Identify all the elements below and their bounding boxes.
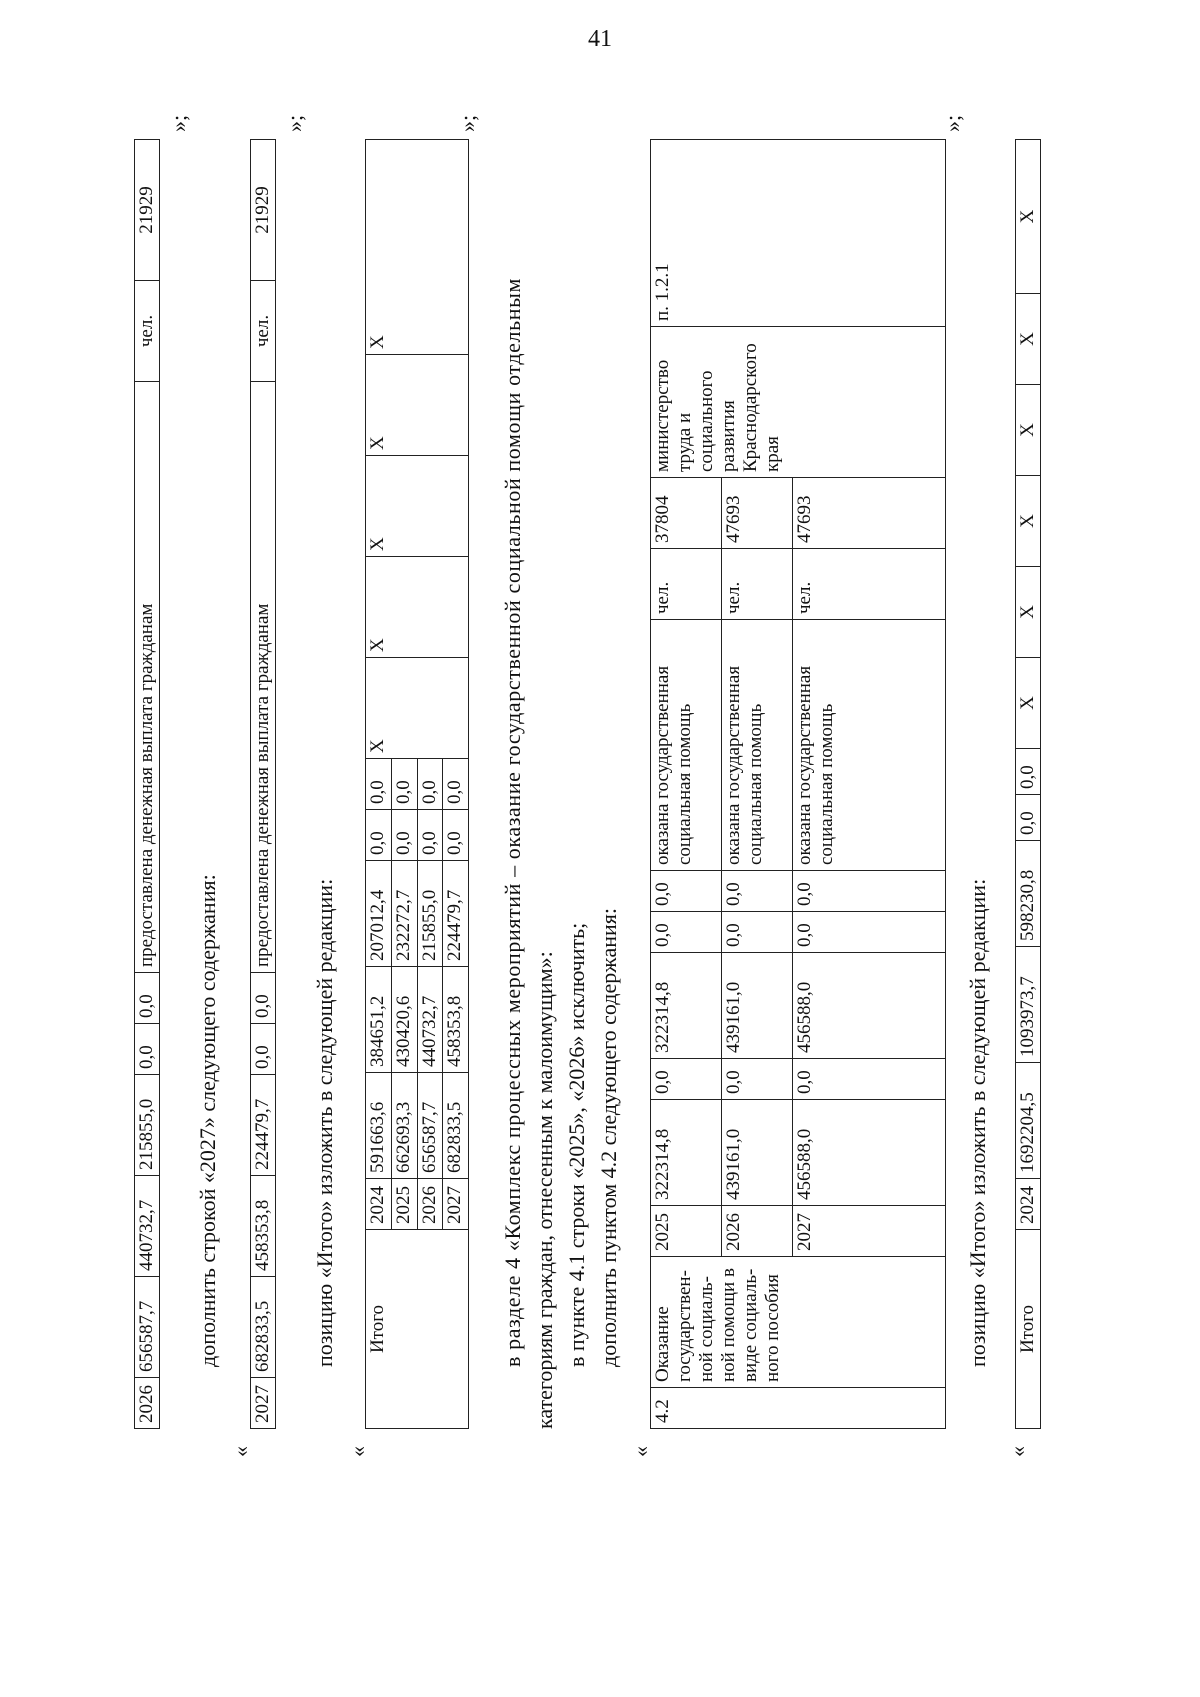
- cell: 2027: [251, 1378, 276, 1429]
- cell: 0,0: [391, 759, 417, 810]
- itogo-table-2: [1015, 139, 1041, 1429]
- cell: 440732,7: [417, 967, 443, 1073]
- cell: 37804: [651, 478, 722, 549]
- item-name: Оказание государствен-ной социаль-ной помощи в виде социаль-ного пособия: [651, 1257, 946, 1388]
- itogo-text-1: позицию «Итого» изложить в следующей редакции:: [312, 878, 337, 1367]
- cell: 215855,0: [417, 861, 443, 967]
- close-quote: »;: [940, 114, 965, 132]
- item-number: 4.2: [651, 1388, 946, 1429]
- cell: предоставлена денежная выплата гражданам: [135, 382, 160, 973]
- itogo-label: Итого: [366, 1230, 469, 1429]
- cell: 2024: [1016, 1179, 1041, 1230]
- cell: 656587,7: [135, 1277, 160, 1378]
- open-quote: «: [628, 1446, 653, 1457]
- cell: чел.: [251, 281, 276, 382]
- cell: 1692204,5: [1016, 1063, 1041, 1179]
- cell: 0,0: [251, 973, 276, 1024]
- cell: 224479,7: [251, 1075, 276, 1176]
- cell: 0,0: [651, 1059, 722, 1100]
- cell: 430420,6: [391, 967, 417, 1073]
- cell: 0,0: [793, 871, 946, 912]
- table-row-2027: [250, 139, 276, 1429]
- cell: 2025: [651, 1206, 722, 1257]
- cell: 0,0: [793, 912, 946, 953]
- cell: оказана государственная социальная помощь: [651, 620, 722, 871]
- cell: предоставлена денежная выплата гражданам: [251, 382, 276, 973]
- table-row-2026: [134, 139, 160, 1429]
- cell: 215855,0: [135, 1075, 160, 1176]
- cell: 2026: [135, 1378, 160, 1429]
- cell: Х: [1016, 658, 1041, 749]
- cell: 47693: [793, 478, 946, 549]
- organization: министерство труда и социального развития Краснодарского края: [651, 327, 946, 478]
- cell: Х: [1016, 140, 1041, 294]
- cell: 591663,6: [366, 1073, 392, 1179]
- close-quote: »;: [166, 114, 191, 132]
- cell: 0,0: [1016, 749, 1041, 795]
- cell: 456588,0: [793, 953, 946, 1059]
- cell: 0,0: [651, 871, 722, 912]
- cell: 0,0: [443, 810, 469, 861]
- para-line-4: дополнить пунктом 4.2 следующего содержания:: [596, 908, 621, 1367]
- cell: 0,0: [722, 1059, 793, 1100]
- cell: чел.: [722, 549, 793, 620]
- cell: Итого: [1016, 1230, 1041, 1429]
- cell: 598230,8: [1016, 841, 1041, 947]
- itogo-text-2: позицию «Итого» изложить в следующей редакции:: [965, 878, 990, 1367]
- cell: 322314,8: [651, 953, 722, 1059]
- cell: 0,0: [135, 973, 160, 1024]
- itogo-table-1: [365, 139, 469, 1429]
- cell: Х: [1016, 385, 1041, 476]
- cell: 0,0: [366, 810, 392, 861]
- cell: 1093973,7: [1016, 947, 1041, 1063]
- cell: 2025: [391, 1179, 417, 1230]
- para-line-3: в пункте 4.1 строки «2025», «2026» исключить;: [564, 922, 589, 1367]
- cell: Х: [1016, 567, 1041, 658]
- cell: 47693: [722, 478, 793, 549]
- cell: 662693,3: [391, 1073, 417, 1179]
- cell: оказана государственная социальная помощь: [722, 620, 793, 871]
- close-quote: »;: [455, 114, 480, 132]
- cell: 656587,7: [417, 1073, 443, 1179]
- cell: оказана государственная социальная помощь: [793, 620, 946, 871]
- cell: чел.: [651, 549, 722, 620]
- cell: 0,0: [391, 810, 417, 861]
- cell: 2027: [443, 1179, 469, 1230]
- cell: 458353,8: [251, 1176, 276, 1277]
- cell: 0,0: [417, 810, 443, 861]
- cell: 682833,5: [251, 1277, 276, 1378]
- cell: 0,0: [722, 912, 793, 953]
- cell: чел.: [793, 549, 946, 620]
- open-quote: «: [228, 1446, 253, 1457]
- cell: 2024: [366, 1179, 392, 1230]
- cell: 439161,0: [722, 953, 793, 1059]
- cell: Х: [1016, 294, 1041, 385]
- cell: 682833,5: [443, 1073, 469, 1179]
- cell: 439161,0: [722, 1100, 793, 1206]
- cell: 456588,0: [793, 1100, 946, 1206]
- page-number: 41: [588, 26, 612, 52]
- cell: Х: [366, 140, 469, 355]
- add-2027-text: дополнить строкой «2027» следующего содержания:: [195, 874, 220, 1367]
- cell: чел.: [135, 281, 160, 382]
- cell: 0,0: [443, 759, 469, 810]
- cell: 0,0: [722, 871, 793, 912]
- table-4-2: [650, 139, 946, 1429]
- cell: 0,0: [251, 1024, 276, 1075]
- cell: 0,0: [366, 759, 392, 810]
- cell: 0,0: [135, 1024, 160, 1075]
- cell: Х: [366, 456, 469, 557]
- cell: Х: [366, 658, 469, 759]
- cell: 224479,7: [443, 861, 469, 967]
- cell: 207012,4: [366, 861, 392, 967]
- cell: 2027: [793, 1206, 946, 1257]
- cell: 232272,7: [391, 861, 417, 967]
- cell: Х: [366, 557, 469, 658]
- close-quote: »;: [282, 114, 307, 132]
- reference: п. 1.2.1: [651, 140, 946, 327]
- cell: 458353,8: [443, 967, 469, 1073]
- cell: 0,0: [417, 759, 443, 810]
- cell: 440732,7: [135, 1176, 160, 1277]
- para-line-2: категориям граждан, отнесенным к малоимущим»:: [532, 951, 557, 1429]
- cell: 0,0: [1016, 795, 1041, 841]
- cell: 21929: [135, 140, 160, 281]
- open-quote: «: [345, 1446, 370, 1457]
- cell: 0,0: [651, 912, 722, 953]
- cell: 322314,8: [651, 1100, 722, 1206]
- cell: Х: [1016, 476, 1041, 567]
- cell: 21929: [251, 140, 276, 281]
- open-quote: «: [1005, 1446, 1030, 1457]
- cell: 2026: [722, 1206, 793, 1257]
- cell: Х: [366, 355, 469, 456]
- cell: 384651,2: [366, 967, 392, 1073]
- cell: 0,0: [793, 1059, 946, 1100]
- para-line-1: в разделе 4 «Комплекс процессных мероприятий – оказание государственной социальной помощи отдельным: [500, 278, 525, 1367]
- cell: 2026: [417, 1179, 443, 1230]
